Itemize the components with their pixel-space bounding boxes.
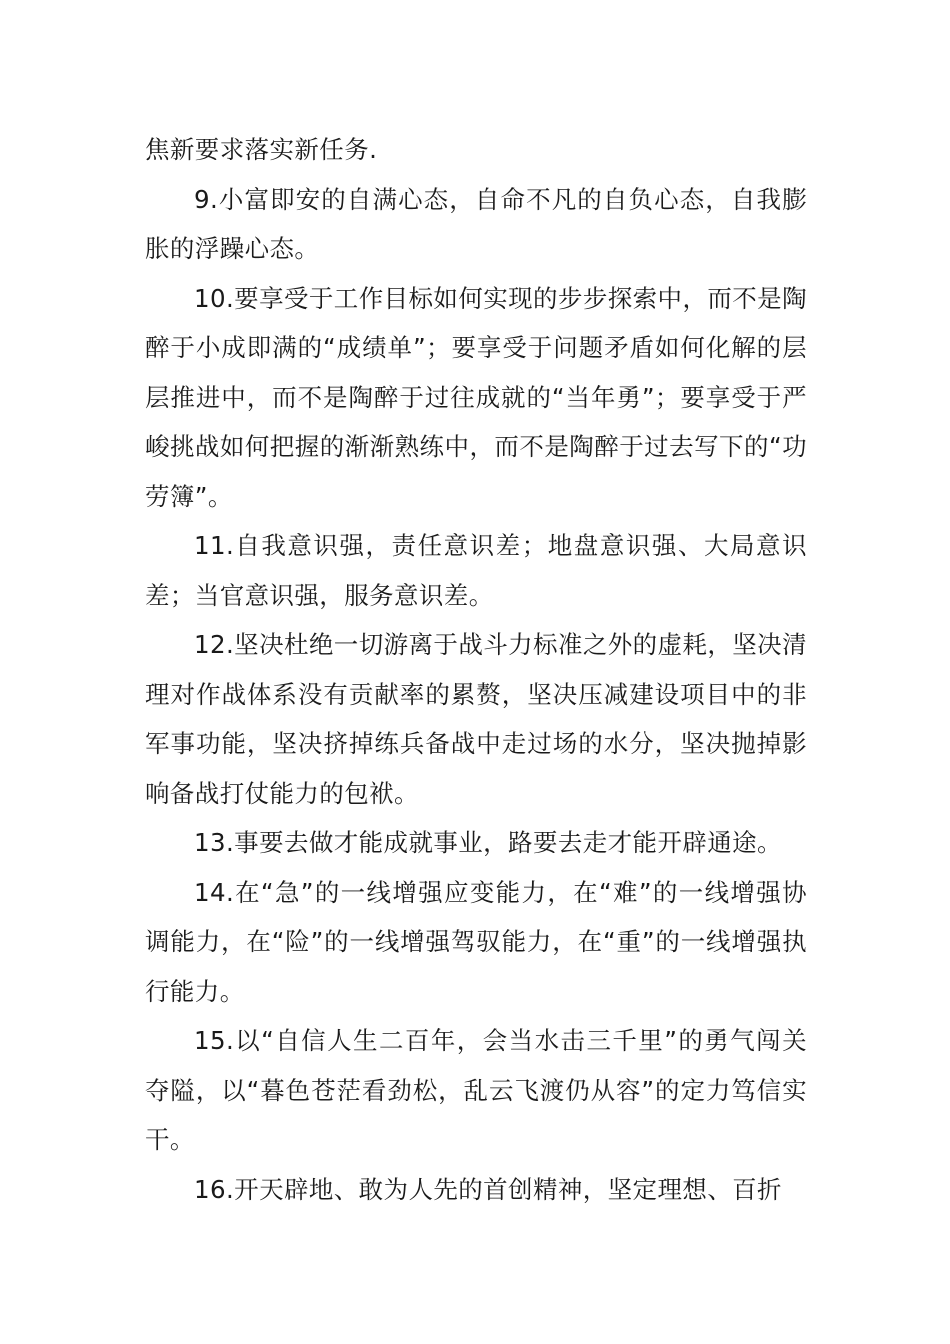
paragraph-item-12: 12.坚决杜绝一切游离于战斗力标准之外的虚耗，坚决清理对作战体系没有贡献率的累赘，坚决压减建设项目中的非军事功能，坚决挤掉练兵备战中走过场的水分，坚决抛掉影响备战打仗能力的包袱。 [145,630,807,808]
paragraph-item-16: 16.开天辟地、敢为人先的首创精神，坚定理想、百折 [194,1174,782,1204]
paragraph-item-9: 9.小富即安的自满心态，自命不凡的自负心态，自我膨胀的浮躁心态。 [145,184,807,263]
document-body [145,125,807,1214]
paragraph-item-15: 15.以“自信人生二百年，会当水击三千里”的勇气闯关夺隘，以“暮色苍茫看劲松，乱云飞渡仍从容”的定力笃信实干。 [145,1026,807,1154]
paragraph-item-13: 13.事要去做才能成就事业，路要去走才能开辟通途。 [194,828,782,857]
paragraph-item-10: 10.要享受于工作目标如何实现的步步探索中，而不是陶醉于小成即满的“成绩单”；要享受于问题矛盾如何化解的层层推进中，而不是陶醉于过往成就的“当年勇”；要享受于严峻挑战如何把握的渐渐熟练中，而不是陶醉于过去写下的“功劳簿”。 [145,283,807,511]
paragraph-item-11: 11.自我意识强，责任意识差；地盘意识强、大局意识差；当官意识强，服务意识差。 [145,531,807,610]
paragraph-continuation: 焦新要求落实新任务. [145,135,378,164]
paragraph-item-14: 14.在“急”的一线增强应变能力，在“难”的一线增强协调能力，在“险”的一线增强驾驭能力，在“重”的一线增强执行能力。 [145,877,807,1006]
